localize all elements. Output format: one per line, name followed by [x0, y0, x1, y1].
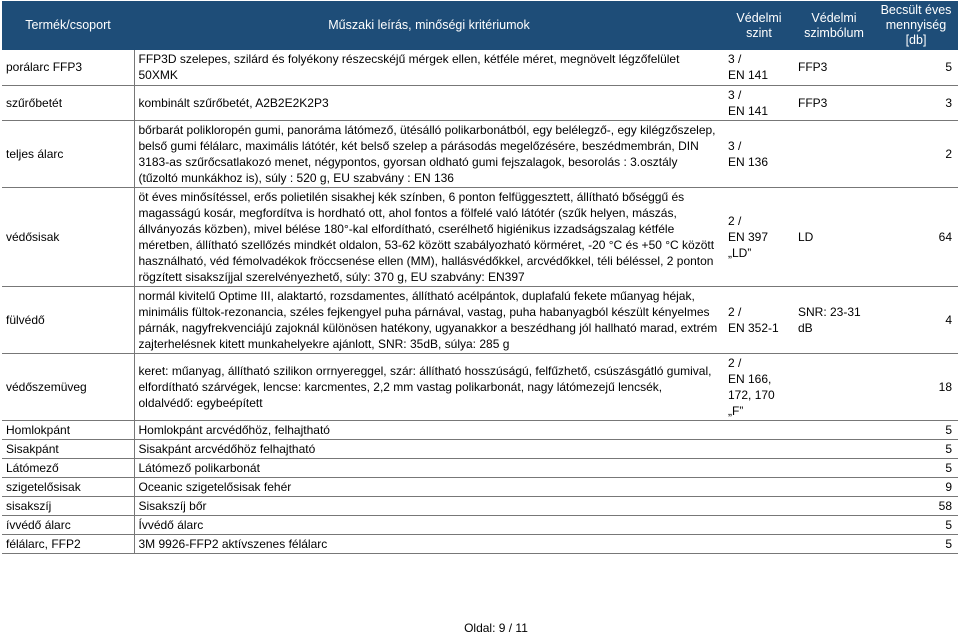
description-cell: Sisakpánt arcvédőhöz felhajtható	[134, 439, 874, 458]
product-cell: fülvédő	[2, 286, 134, 353]
table-row	[2, 353, 958, 420]
product-cell: szigetelősisak	[2, 477, 134, 496]
product-cell: Sisakpánt	[2, 439, 134, 458]
product-cell: szűrőbetét	[2, 85, 134, 120]
protection-level-cell: 3 / EN 141	[724, 85, 794, 120]
quantity-cell: 3	[874, 85, 958, 120]
protection-symbol-cell: SNR: 23-31 dB	[794, 286, 874, 353]
product-cell: ívvédő álarc	[2, 515, 134, 534]
table-row	[2, 477, 958, 496]
table-row	[2, 187, 958, 286]
table-row	[2, 439, 958, 458]
table-row	[2, 496, 958, 515]
quantity-cell: 9	[874, 477, 958, 496]
description-cell: keret: műanyag, állítható szilikon orrnyereggel, szár: állítható hosszúságú, felfűzhető, csúszásgátló gumival, elfordítható szárvégek, lencse: karcmentes, 2,2 mm vastag polikarbonát, nagy látómezejű lencsék, oldalvédő: egybeépített	[134, 353, 724, 420]
header-protection-level: Védelmi szint	[724, 1, 794, 50]
description-cell: 3M 9926-FFP2 aktívszenes félálarc	[134, 534, 874, 553]
description-cell: FFP3D szelepes, szilárd és folyékony részecskéjű mérgek ellen, kétféle méret, megnövelt légzőfelület 50XMK	[134, 50, 724, 85]
product-cell: sisakszíj	[2, 496, 134, 515]
description-cell: Sisakszíj bőr	[134, 496, 874, 515]
header-protection-symbol: Védelmi szimbólum	[794, 1, 874, 50]
quantity-cell: 2	[874, 120, 958, 187]
protection-symbol-cell	[794, 120, 874, 187]
quantity-cell: 18	[874, 353, 958, 420]
protection-level-cell: 2 / EN 352-1	[724, 286, 794, 353]
quantity-cell: 5	[874, 439, 958, 458]
table-row	[2, 50, 958, 85]
table-row	[2, 286, 958, 353]
description-cell: öt éves minősítéssel, erős polietilén sisakhej kék színben, 6 ponton felfüggesztett, állítható bőséggű és magasságú kosár, megfordítva is hordható ott, ahol fontos a fölfelé való látótér (szűk helyen, mászás, állványozás közben), mivel bélése 180°-kal elfordítható, cserélhető higiénikus izzadságszalag kétféle méretben, állítható szellőzés mindkét oldalon, 53-62 között szabályozható körméret, -20 °C és +50 °C között használható, véd fémolvadékok fröccsenése ellen (MM), hallásvédőkkel, arcvédőkkel, téli béléssel, 2 ponton rögzített sisakszíjjal szerelvényezhető, súly: 370 g, EU szabvány: EN397	[134, 187, 724, 286]
quantity-cell: 64	[874, 187, 958, 286]
protection-symbol-cell: FFP3	[794, 50, 874, 85]
protection-level-cell: 3 / EN 136	[724, 120, 794, 187]
table-row	[2, 85, 958, 120]
quantity-cell: 5	[874, 420, 958, 439]
protection-symbol-cell	[794, 353, 874, 420]
protection-symbol-cell: LD	[794, 187, 874, 286]
product-cell: félálarc, FFP2	[2, 534, 134, 553]
protection-symbol-cell: FFP3	[794, 85, 874, 120]
table-row	[2, 458, 958, 477]
description-cell: normál kivitelű Optime III, alaktartó, rozsdamentes, állítható acélpántok, duplafalú fekete műanyag héjak, minimális fültok-rezonancia, széles fejkengyel puha párnával, vastag, puha habanyagból készült kényelmes párnák, nagyfrekvenciájú zajoknál különösen hatékony, ugyanakkor a beszédhang jól hallható marad, extrém zajterhelésnek kitett munkahelyekre ajánlott, SNR: 35dB, súlya: 285 g	[134, 286, 724, 353]
page-number: Oldal: 9 / 11	[464, 621, 528, 635]
quantity-cell: 4	[874, 286, 958, 353]
page-footer	[0, 621, 960, 635]
table-row	[2, 120, 958, 187]
table-row	[2, 534, 958, 553]
description-cell: Ívvédő álarc	[134, 515, 874, 534]
product-cell: teljes álarc	[2, 120, 134, 187]
table-header-row	[2, 1, 958, 50]
product-cell: védősisak	[2, 187, 134, 286]
quantity-cell: 5	[874, 534, 958, 553]
quantity-cell: 5	[874, 515, 958, 534]
header-product: Termék/csoport	[2, 1, 134, 50]
table-row	[2, 420, 958, 439]
description-cell: Oceanic szigetelősisak fehér	[134, 477, 874, 496]
product-cell: porálarc FFP3	[2, 50, 134, 85]
protection-level-cell: 2 / EN 397 „LD”	[724, 187, 794, 286]
table-row	[2, 515, 958, 534]
description-cell: bőrbarát polikloropén gumi, panoráma látómező, ütésálló polikarbonátból, egy belélegző-, egy kilégzőszelep, belső gumi félálarc, maximális látótér, két belső szelep a párásodás megelőzésére, beszédmembrán, DIN 3183-as szűrőcsatlakozó menet, négypontos, gyorsan oldható gumi fejszalagok, besorolás : 3.osztály (tűzoltó munkákhoz is), súly : 520 g, EU szabvány : EN 136	[134, 120, 724, 187]
product-cell: Látómező	[2, 458, 134, 477]
description-cell: Látómező polikarbonát	[134, 458, 874, 477]
product-cell: védőszemüveg	[2, 353, 134, 420]
header-annual-quantity: Becsült éves mennyiség [db]	[874, 1, 958, 50]
product-cell: Homlokpánt	[2, 420, 134, 439]
quantity-cell: 5	[874, 50, 958, 85]
protection-level-cell: 2 / EN 166, 172, 170 „F”	[724, 353, 794, 420]
header-description: Műszaki leírás, minőségi kritériumok	[134, 1, 724, 50]
description-cell: kombinált szűrőbetét, A2B2E2K2P3	[134, 85, 724, 120]
quantity-cell: 58	[874, 496, 958, 515]
spec-table	[2, 1, 958, 554]
description-cell: Homlokpánt arcvédőhöz, felhajtható	[134, 420, 874, 439]
quantity-cell: 5	[874, 458, 958, 477]
protection-level-cell: 3 / EN 141	[724, 50, 794, 85]
